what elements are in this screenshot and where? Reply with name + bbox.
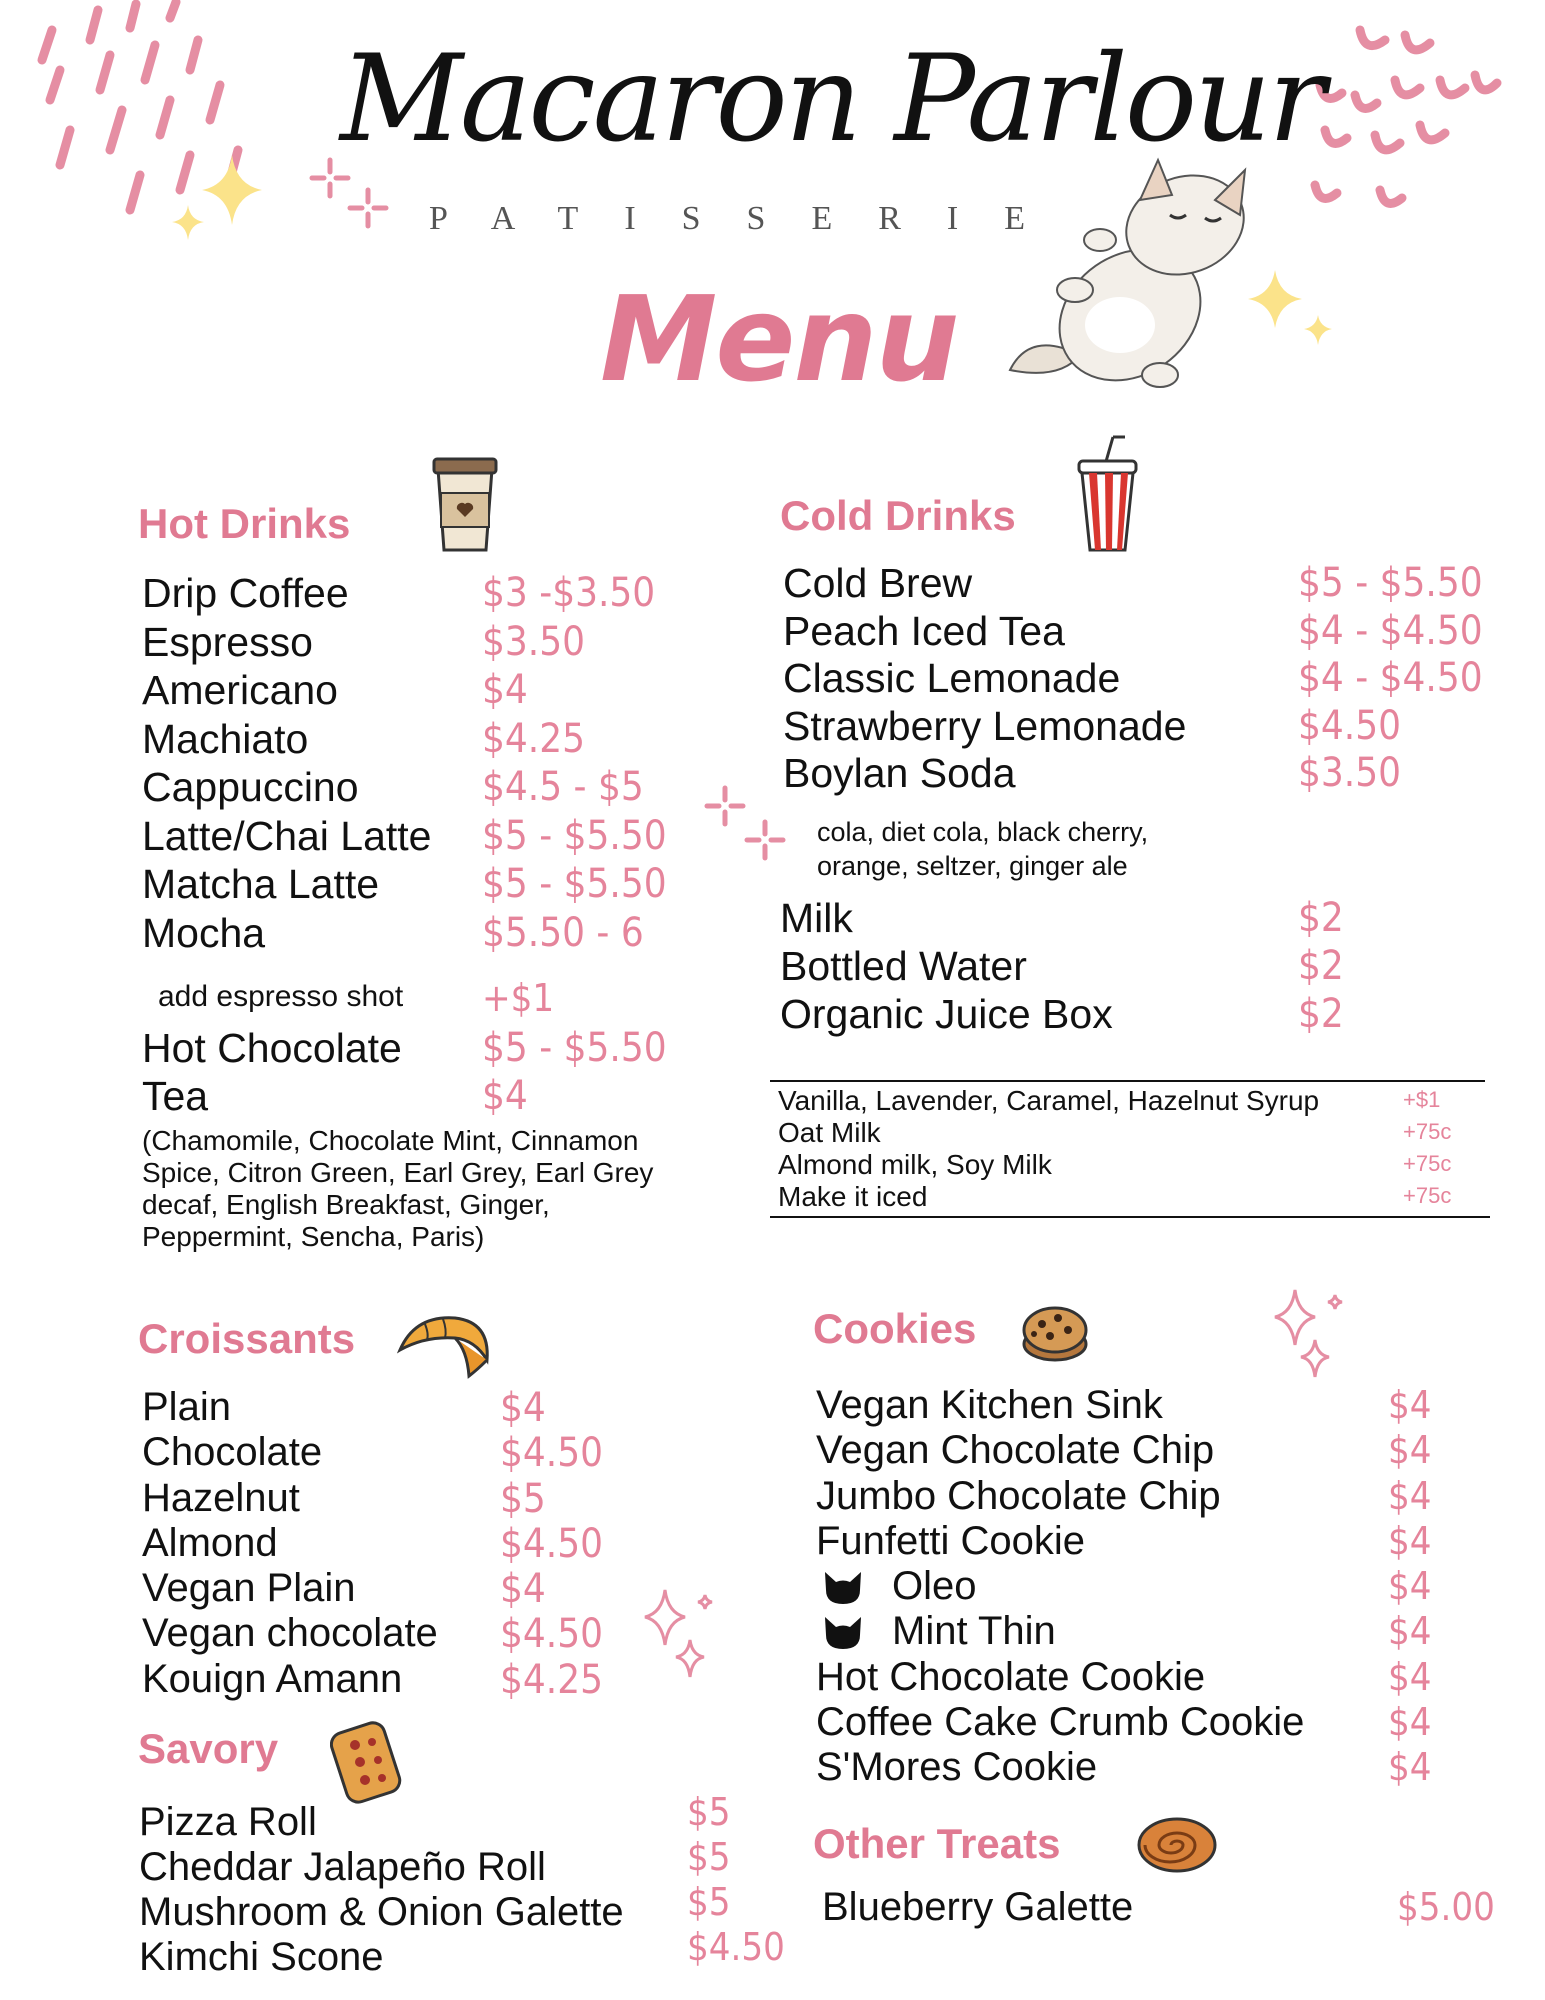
coffee-cup-icon [430, 455, 500, 555]
page-title: Menu [600, 270, 958, 408]
cat-face-icon [822, 1615, 864, 1651]
pink-squiggle-pattern-right [1300, 15, 1510, 225]
cookies-heading: Cookies [813, 1305, 977, 1352]
hot-drinks-heading: Hot Drinks [138, 500, 351, 547]
brand-logo: Macaron Parlour [340, 30, 1323, 169]
pink-outline-sparkle-icon [640, 1585, 720, 1685]
cookie-icon [1020, 1300, 1090, 1370]
soda-flavors-note: cola, diet cola, black cherry, orange, seltzer, ginger ale [817, 817, 1149, 881]
cinnamon-roll-icon [1135, 1805, 1220, 1875]
cat-face-icon [822, 1570, 864, 1606]
soda-cup-icon [1075, 435, 1140, 555]
cold-drinks-heading: Cold Drinks [780, 492, 1016, 539]
addons-top-rule [770, 1080, 1485, 1082]
addons-bottom-rule [770, 1216, 1490, 1218]
yellow-sparkle-right-icon [1230, 265, 1340, 365]
brand-subtitle: PATISSERIE [428, 200, 1072, 237]
croissant-icon [395, 1310, 495, 1380]
tea-varieties-note: (Chamomile, Chocolate Mint, Cinnamon Spice, Citron Green, Earl Grey, Earl Grey decaf, English Breakfast, Ginger, Peppermint, Sencha, Paris) [142, 1125, 654, 1252]
savory-heading: Savory [138, 1725, 279, 1772]
other-treats-heading: Other Treats [813, 1820, 1061, 1867]
pizza-roll-icon [330, 1720, 405, 1805]
pink-outline-sparkle-top-icon [1270, 1285, 1350, 1385]
yellow-sparkle-icon [170, 150, 280, 250]
pink-sparkle-mid-icon [700, 780, 800, 875]
croissants-heading: Croissants [138, 1315, 356, 1362]
